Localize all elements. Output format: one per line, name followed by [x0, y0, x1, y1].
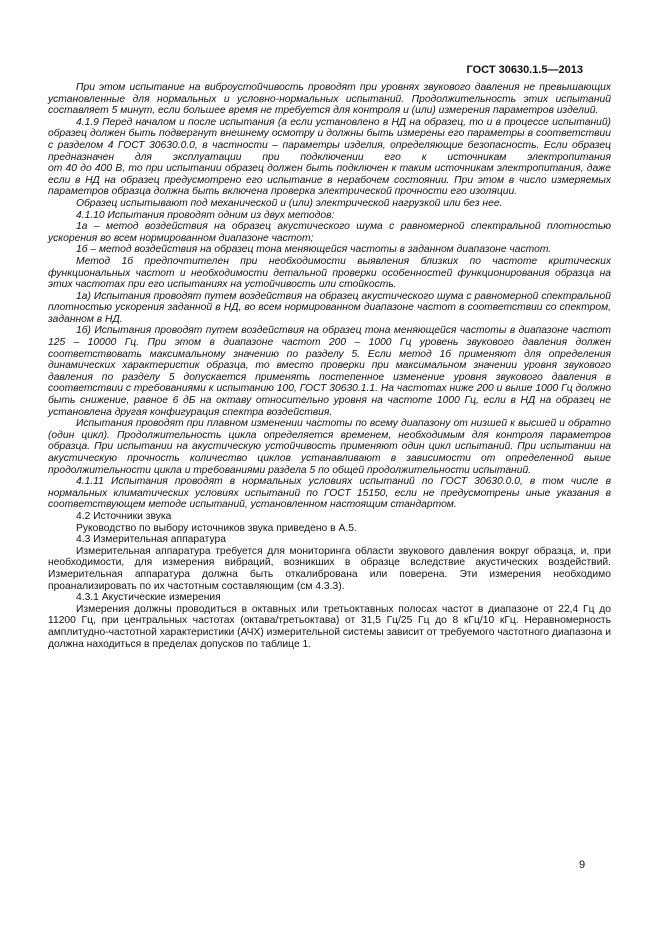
paragraph-4-1-9-continued: от 40 до 400 В, то при испытании образец должен быть подключен к таким источникам электропитания, даже если в НД на образец предусмотрено его испытание в нерабочем состоянии. При этом в число измеряемых параметров образца должна быть включена проверка электрической прочности его изоляции. — [48, 163, 611, 198]
paragraph-load-condition: Образец испытывают под механической и (или) электрической нагрузкой или без нее. — [76, 197, 503, 209]
paragraph-method-1b: 1б – метод воздействия на образец тона меняющейся частоты в заданном диапазоне частот. — [76, 244, 552, 256]
paragraph-4-1-11: 4.1.11 Испытания проводят в нормальных условиях испытаний по ГОСТ 30630.0.0, в том числе в нормальных климатических условиях испытаний по ГОСТ 15150, если не предусмотрены иные указания в соответствующем методе испытаний, установленном настоящим стандартом. — [48, 476, 611, 511]
paragraph-method-1a: 1а – метод воздействия на образец акустического шума с равномерной спектральной плотностью ускорения во всем нормированном диапазоне частот; — [48, 221, 611, 244]
paragraph-4-1-9: 4.1.9 Перед началом и после испытания (а если установлено в НД на образец, то и в процессе испытаний) образец должен быть подвергнут внешнему осмотру и должны быть измерены его параметры в соответствии с разделом 4 ГОСТ 30630.0.0, в частности – параметры изделия, определяющие безопасность. Если образец предназначен для эксплуатации при подключении его к источникам электропитания — [48, 116, 611, 163]
paragraph-frequency-sweep: Испытания проводят при плавном изменении частоты по всему диапазону от низшей к высшей и обратно (один цикл). Продолжительность цикла определяется временем, необходимым для контроля параметров образца. При испытании на акустическую устойчивость применяют один цикл испытаний. При испытании на акустическую прочность количество циклов устанавливают в зависимости от определенной выше продолжительности цикла и требованиями раздела 5 по общей продолжительности испытаний. — [48, 418, 611, 476]
paragraph-procedure-1b: 1б) Испытания проводят путем воздействия на образец тона меняющейся частоты в диапазоне частот 125 – 10000 Гц. При этом в диапазоне частот 200 – 1000 Гц уровень звукового давления должен соответствовать максимальному значению по разделу 5. Если метод 1б применяют для определения динамических характеристик образца, то вместо проверки при максимальном значении уровня звукового давления по разделу 5 допускается применять постепенное изменение уровня звукового давления в соответствии с требованиями к испытанию 100, ГОСТ 30630.1.1. На частотах ниже 200 и выше 1000 Гц должно быть снижение, равное 6 дБ на октаву относительно уровня на частоте 1000 Гц, если в НД на образец не установлена другая конфигурация спектра воздействия. — [48, 325, 611, 418]
heading-4-3: 4.3 Измерительная аппаратура — [76, 534, 226, 546]
page-number: 9 — [579, 859, 586, 871]
heading-4-3-1: 4.3.1 Акустические измерения — [76, 592, 221, 604]
heading-4-2: 4.2 Источники звука — [76, 510, 172, 522]
paragraph-4-1-10: 4.1.10 Испытания проводят одним из двух методов: — [76, 209, 335, 221]
paragraph-acoustic-measurements: Измерения должны проводиться в октавных или третьоктавных полосах частот в диапазоне от 22,4 Гц до 11200 Гц, при центральных частотах (октава/третьоктава) от 31,5 Гц/25 Гц до 8 кГц/10 кГц. Неравномерность амплитудно-частотной характеристики (АЧХ) измерительной системы зависит от требуемого частотного диапазона и должна находиться в пределах допусков по таблице 1. — [48, 603, 611, 650]
paragraph-measuring-equipment: Измерительная аппаратура требуется для мониторинга области звукового давления вокруг образца, и, при необходимости, для измерения вибраций, возникших в образце вследствие акустических воздействий. Измерительная аппаратура должна быть откалибрована или поверена. Эти измерения необходимо проанализировать по их частотным составляющим (см 4.3.3). — [48, 545, 611, 592]
paragraph-sound-sources: Руководство по выбору источников звука приведено в А.5. — [76, 522, 357, 534]
paragraph-method-1b-preference: Метод 1б предпочтителен при необходимости выявления близких по частоте критических функциональных частот и необходимости детальной проверки особенностей функционирования образца на этих частотах при его испытаниях на устойчивость или стойкость. — [48, 255, 611, 291]
document-body — [48, 82, 611, 650]
paragraph-vibration-test-duration: При этом испытание на виброустойчивость проводят при уровнях звукового давления не превышающих установленные для нормальных и условно-нормальных испытаний. Продолжительность этих испытаний составляет 5 минут, если большее время не требуется для контроля и (или) измерения параметров изделий. — [48, 82, 611, 117]
paragraph-procedure-1a: 1а) Испытания проводят путем воздействия на образец акустического шума с равномерной спектральной плотностью ускорения заданной в НД, во всем нормированном диапазоне частот в соответствии со спектром, заданном в НД. — [48, 290, 611, 325]
document-code-header: ГОСТ 30630.1.5—2013 — [466, 64, 583, 76]
